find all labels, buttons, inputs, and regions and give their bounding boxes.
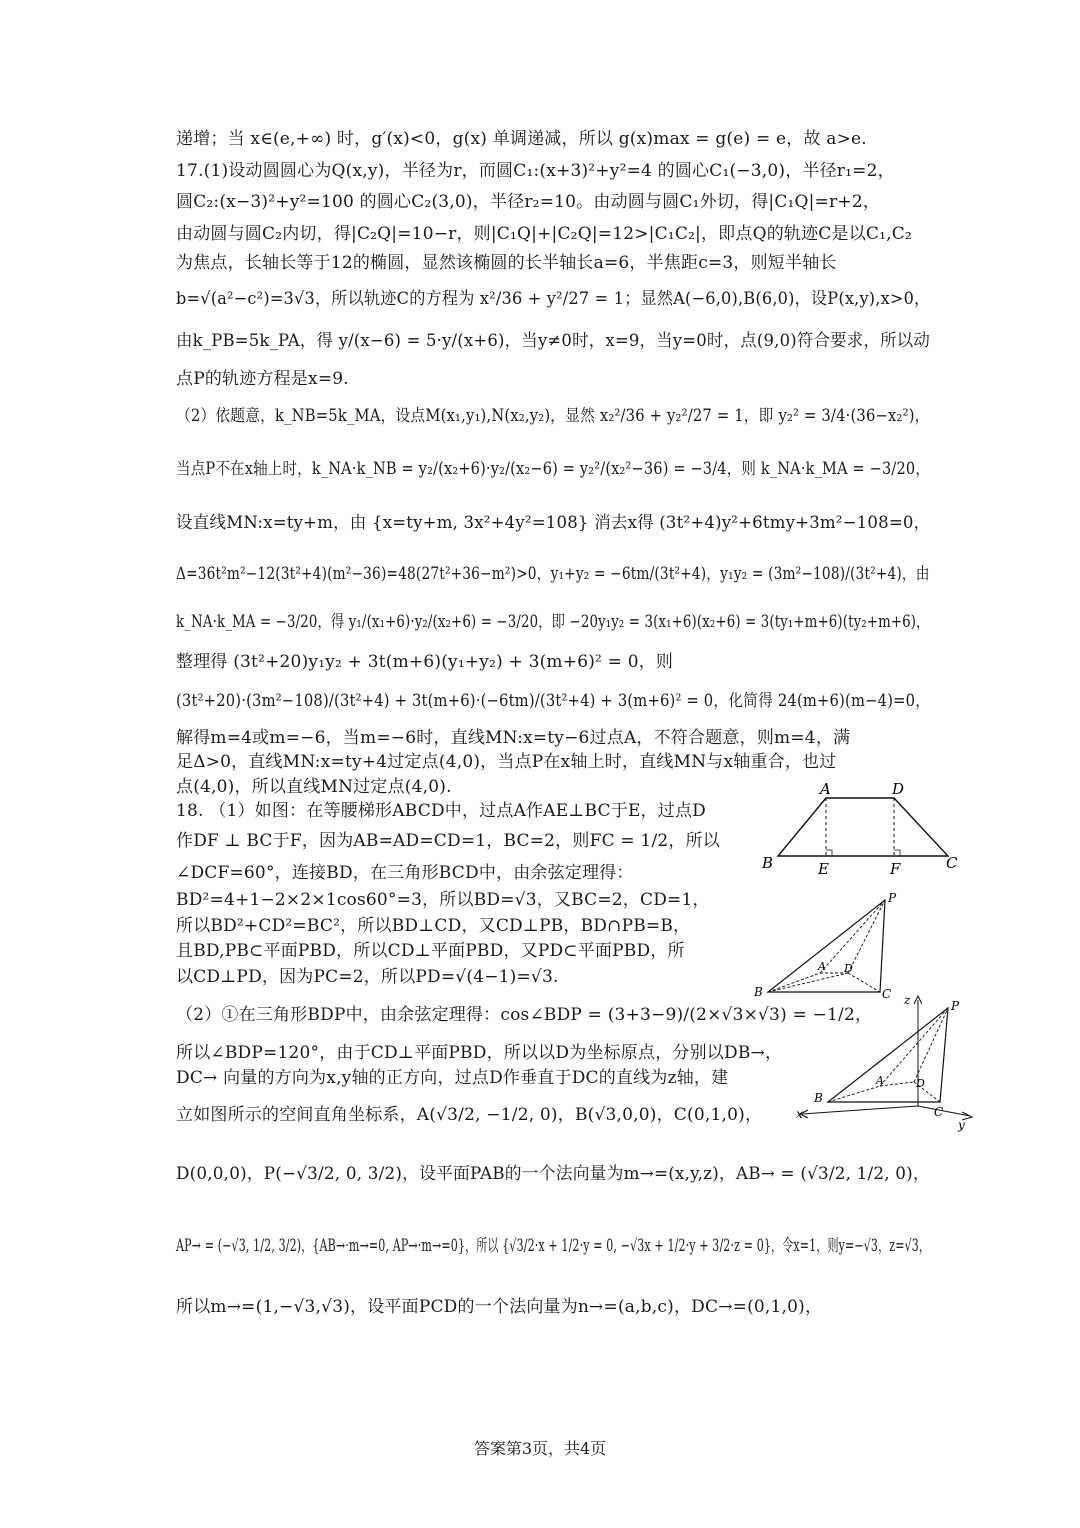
label-b: B <box>814 1091 823 1105</box>
text-line: 足Δ>0，直线MN:x=ty+4过定点(4,0)，当点P在x轴上时，直线MN与x轴重合，也过 <box>176 752 837 772</box>
text-line: 点P的轨迹方程是x=9. <box>176 369 349 389</box>
label-p: P <box>951 999 960 1013</box>
label-a: A <box>818 960 826 973</box>
text-line: 递增；当 x∈(e,+∞) 时，g′(x)<0，g(x) 单调递减，所以 g(x)max = g(e) = e，故 a>e. <box>176 129 867 149</box>
text-line: 且BD,PB⊂平面PBD，所以CD⊥平面PBD，又PD⊂平面PBD，所 <box>176 941 685 961</box>
text-line: DC→ 向量的方向为x,y轴的正方向，过点D作垂直于DC的直线为z轴，建 <box>176 1068 729 1088</box>
text-line: 所以∠BDP=120°，由于CD⊥平面PBD，所以以D为坐标原点，分别以DB→， <box>176 1043 783 1063</box>
label-y: y <box>958 1118 965 1132</box>
text-line: 解得m=4或m=−6，当m=−6时，直线MN:x=ty−6过点A，不符合题意，则m=4，满 <box>176 728 851 748</box>
text-line: （2）①在三角形BDP中，由余弦定理得：cos∠BDP = (3+3−9)/(2×√3×√3) = −1/2， <box>176 1005 873 1025</box>
text-line: D(0,0,0)，P(−√3/2, 0, 3/2)，设平面PAB的一个法向量为m→=(x,y,z)，AB→ = (√3/2, 1/2, 0)， <box>176 1164 930 1184</box>
text-line: 所以m→=(1,−√3,√3)，设平面PCD的一个法向量为n→=(a,b,c)，DC→=(0,1,0)， <box>176 1297 823 1317</box>
text-line: 所以BD²+CD²=BC²，所以BD⊥CD，又CD⊥PB，BD∩PB=B， <box>176 916 691 936</box>
text-line: 点(4,0)，所以直线MN过定点(4,0). <box>176 777 452 797</box>
text-line: (3t²+20)·(3m²−108)/(3t²+4) + 3t(m+6)·(−6tm)/(3t²+4) + 3(m+6)² = 0，化简得 24(m+6)(m−4)=0， <box>176 691 931 710</box>
label-e: E <box>818 860 829 878</box>
text-line: 整理得 (3t²+20)y₁y₂ + 3t(m+6)(y₁+y₂) + 3(m+6)² = 0，则 <box>176 652 674 672</box>
text-line: 设直线MN:x=ty+m，由 {x=ty+m, 3x²+4y²=108} 消去x得 (3t²+4)y²+6tmy+3m²−108=0， <box>176 513 931 533</box>
label-b: B <box>762 854 774 872</box>
text-line: 为焦点，长轴长等于12的椭圆，显然该椭圆的长半轴长a=6，半焦距c=3，则短半轴长 <box>176 253 837 273</box>
text-line: 由k_PB=5k_PA，得 y/(x−6) = 5·y/(x+6)，当y≠0时，x=9，当y=0时，点(9,0)符合要求，所以动 <box>176 331 931 351</box>
text-line: k_NA·k_MA = −3/20，得 y₁/(x₁+6)·y₂/(x₂+6) = −3/20，即 −20y₁y₂ = 3(x₁+6)(x₂+6) = 3(ty₁+m+6)(ty₂+m+6)， <box>176 612 930 631</box>
label-c: C <box>934 1105 944 1119</box>
label-d: D <box>844 962 853 975</box>
text-line: ∠DCF=60°，连接BD，在三角形BCD中，由余弦定理得： <box>176 863 634 883</box>
label-d: D <box>892 780 905 798</box>
label-b: B <box>754 985 763 999</box>
text-line: 立如图所示的空间直角坐标系，A(√3/2, −1/2, 0)，B(√3,0,0)，C(0,1,0)， <box>176 1105 763 1125</box>
label-z: z <box>904 993 911 1007</box>
page-footer: 答案第3页，共4页 <box>473 1439 607 1458</box>
text-line: 以CD⊥PD，因为PC=2，所以PD=√(4−1)=√3. <box>176 967 559 987</box>
label-f: F <box>890 860 901 878</box>
text-line: 17.(1)设动圆圆心为Q(x,y)，半径为r，而圆C₁:(x+3)²+y²=4 的圆心C₁(−3,0)，半径r₁=2， <box>176 161 895 181</box>
text-line: 由动圆与圆C₂内切，得|C₂Q|=10−r，则|C₁Q|+|C₂Q|=12>|C₁C₂|，即点Q的轨迹C是以C₁,C₂ <box>176 224 912 244</box>
trapezoid-figure <box>760 778 970 878</box>
label-c: C <box>946 854 958 872</box>
text-line: AP→ = (−√3, 1/2, 3/2)，{AB→·m→=0, AP→·m→=0}，所以 {√3/2·x + 1/2·y = 0, −√3x + 1/2·y + 3/2·z = 0}，令x=1，则y=−√3，z=√3， <box>176 1236 931 1255</box>
text-line: 18. （1）如图：在等腰梯形ABCD中，过点A作AE⊥BC于E，过点D <box>176 801 706 821</box>
text-line: 当点P不在x轴上时，k_NA·k_NB = y₂/(x₂+6)·y₂/(x₂−6) = y₂²/(x₂²−36) = −3/4，则 k_NA·k_MA = −3/20， <box>176 459 931 478</box>
label-p: P <box>888 891 897 905</box>
pyramid-figure <box>752 888 912 1006</box>
text-line: 圆C₂:(x−3)²+y²=100 的圆心C₂(3,0)，半径r₂=10。由动圆与圆C₁外切，得|C₁Q|=r+2， <box>176 192 881 212</box>
text-line: Δ=36t²m²−12(3t²+4)(m²−36)=48(27t²+36−m²)>0，y₁+y₂ = −6tm/(3t²+4)，y₁y₂ = (3m²−108)/(3t²+4)，由 <box>176 564 930 583</box>
label-d: D <box>916 1077 925 1090</box>
text-line: 作DF ⊥ BC于F，因为AB=AD=CD=1，BC=2，则FC = 1/2，所以 <box>176 831 720 851</box>
label-a: A <box>876 1074 884 1087</box>
coordinate-pyramid-figure <box>790 990 980 1130</box>
label-a: A <box>820 780 831 798</box>
label-x: x <box>796 1107 803 1121</box>
text-line: BD²=4+1−2×2×1cos60°=3，所以BD=√3，又BC=2，CD=1， <box>176 890 710 910</box>
label-c: C <box>882 987 892 1001</box>
text-line: （2）依题意，k_NB=5k_MA，设点M(x₁,y₁),N(x₂,y₂)，显然 x₂²/36 + y₂²/27 = 1，即 y₂² = 3/4·(36−x₂²)， <box>176 406 930 425</box>
text-line: b=√(a²−c²)=3√3，所以轨迹C的方程为 x²/36 + y²/27 = 1；显然A(−6,0),B(6,0)，设P(x,y),x>0， <box>176 289 931 309</box>
